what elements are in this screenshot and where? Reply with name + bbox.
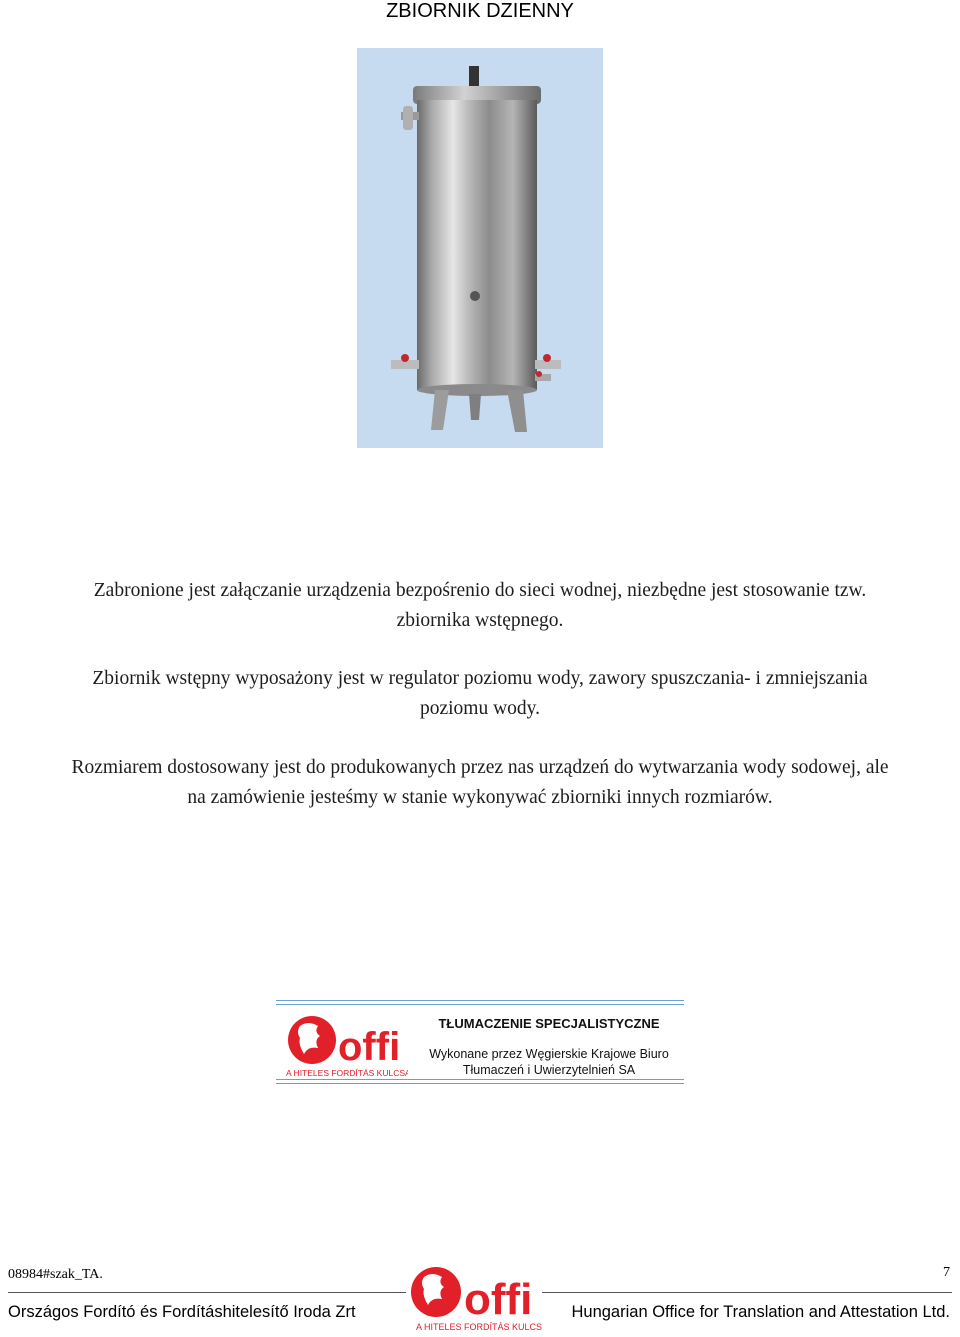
footer-company-en: Hungarian Office for Translation and Attestation Ltd. bbox=[571, 1303, 950, 1321]
stamp-top-rule bbox=[276, 1000, 684, 1005]
page-number: 7 bbox=[943, 1265, 950, 1280]
paragraph-tank-size: Rozmiarem dostosowany jest do produkowanych przez nas urządzeń do wytwarzania wody sodowej, ale na zamówienie jesteśmy w stanie wykonywać zbiorniki innych rozmiarów. bbox=[71, 757, 889, 808]
stamp-heading: TŁUMACZENIE SPECJALISTYCZNE bbox=[438, 1016, 660, 1031]
document-reference: 08984#szak_TA. bbox=[8, 1267, 103, 1282]
paragraph-tank-equipment: Zbiornik wstępny wyposażony jest w regulator poziomu wody, zawory spuszczania- i zmniejszania poziomu wody. bbox=[92, 668, 868, 719]
footer-offi-logo bbox=[406, 1262, 542, 1332]
footer-logo-caption: A HITELES FORDÍTÁS KULCSA bbox=[416, 1322, 542, 1332]
footer-logo-wordmark: offi bbox=[464, 1275, 533, 1324]
footer-company-hu: Országos Fordító és Fordításhitelesítő Iroda Zrt bbox=[8, 1303, 356, 1321]
paragraph-direct-connection: Zabronione jest załączanie urządzenia bezpośrenio do sieci wodnej, niezbędne jest stosowanie tzw. zbiornika wstępnego. bbox=[93, 580, 867, 631]
stamp-bottom-rule bbox=[276, 1079, 684, 1084]
offi-logo bbox=[282, 1012, 408, 1080]
tank-photo bbox=[357, 48, 603, 448]
translation-stamp bbox=[276, 1000, 684, 1084]
page-title: ZBIORNIK DZIENNY bbox=[386, 0, 574, 22]
stamp-line-1: Wykonane przez Węgierskie Krajowe Biuro bbox=[429, 1047, 669, 1061]
logo-caption: A HITELES FORDÍTÁS KULCSA bbox=[286, 1068, 408, 1078]
stamp-line-2: Tłumaczeń i Uwierzytelnień SA bbox=[462, 1063, 636, 1077]
logo-wordmark: offi bbox=[338, 1025, 401, 1069]
